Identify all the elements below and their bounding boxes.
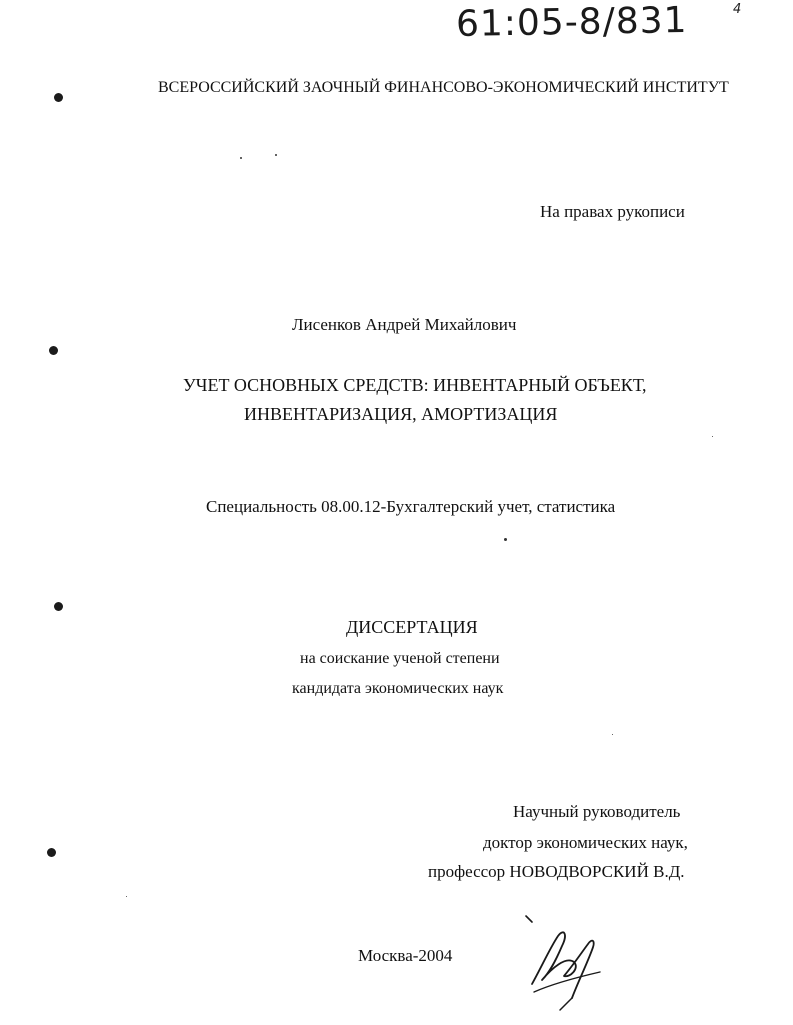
- binding-hole-icon: [54, 602, 63, 611]
- document-type: ДИССЕРТАЦИЯ: [346, 617, 478, 637]
- supervisor-name: профессор НОВОДВОРСКИЙ В.Д.: [428, 862, 685, 881]
- signature-icon: [512, 906, 622, 1016]
- degree-line-1: на соискание ученой степени: [300, 650, 500, 667]
- binding-hole-icon: [54, 93, 63, 102]
- scan-speck: [612, 734, 613, 735]
- supervisor-role: Научный руководитель: [513, 802, 681, 821]
- scan-speck: [712, 436, 713, 437]
- corner-mark: 4: [733, 2, 742, 17]
- author-name: Лисенков Андрей Михайлович: [292, 315, 517, 334]
- scan-speck: [504, 538, 507, 541]
- scan-speck: [126, 896, 127, 897]
- binding-hole-icon: [47, 848, 56, 857]
- supervisor-degree: доктор экономических наук,: [483, 833, 688, 852]
- binding-hole-icon: [49, 346, 58, 355]
- dissertation-title-line-2: ИНВЕНТАРИЗАЦИЯ, АМОРТИЗАЦИЯ: [244, 404, 558, 424]
- dissertation-title-line-1: УЧЕТ ОСНОВНЫХ СРЕДСТВ: ИНВЕНТАРНЫЙ ОБЪЕКТ,: [183, 375, 647, 395]
- institute-name: ВСЕРОССИЙСКИЙ ЗАОЧНЫЙ ФИНАНСОВО-ЭКОНОМИЧЕСКИЙ ИНСТИТУТ: [158, 79, 729, 96]
- archive-code: 61:05-8/831: [455, 0, 688, 46]
- scan-speck: [240, 157, 242, 159]
- rights-note: На правах рукописи: [540, 202, 685, 221]
- degree-line-2: кандидата экономических наук: [292, 680, 504, 697]
- city-year: Москва-2004: [358, 946, 453, 965]
- scan-speck: [275, 154, 277, 156]
- specialty: Специальность 08.00.12-Бухгалтерский учет, статистика: [206, 497, 616, 516]
